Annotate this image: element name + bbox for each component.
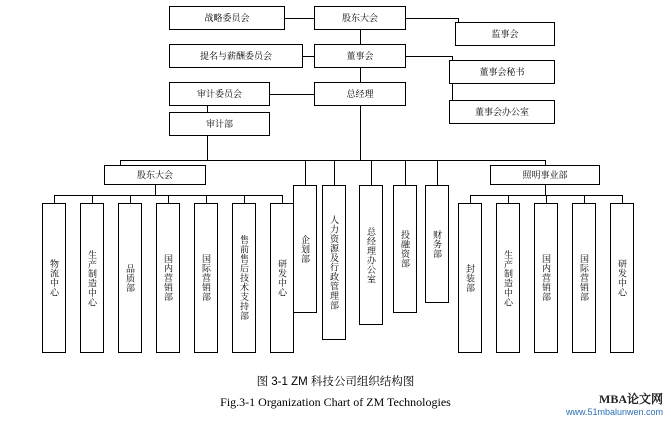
node-general-manager: 总经理 <box>314 82 406 106</box>
leaf-right-2: 生产制造中心 <box>496 203 520 353</box>
node-audit-committee: 审计委员会 <box>169 82 270 106</box>
watermark-url: www.51mbalunwen.com <box>565 407 663 417</box>
node-shareholders-division: 股东大会 <box>104 165 206 185</box>
connector-shareholders-supervisory <box>406 18 458 19</box>
drop-planning-dept <box>305 160 306 185</box>
figure-caption-en: Fig.3-1 Organization Chart of ZM Technologies <box>220 395 451 409</box>
drop-right-4 <box>584 195 585 203</box>
leaf-right-5: 研发中心 <box>610 203 634 353</box>
connector-right-branch-drop <box>545 185 546 195</box>
node-planning-dept: 企划部 <box>293 185 317 313</box>
node-board-of-directors: 董事会 <box>314 44 406 68</box>
node-supervisory-board: 监事会 <box>455 22 555 46</box>
drop-finance-dept <box>437 160 438 185</box>
leaf-left-2: 生产制造中心 <box>80 203 104 353</box>
drop-right-1 <box>470 195 471 203</box>
leaf-left-6: 售前售后技术支持部 <box>232 203 256 353</box>
node-board-secretary: 董事会秘书 <box>449 60 555 84</box>
drop-gm-office <box>371 160 372 185</box>
node-audit-department: 审计部 <box>169 112 270 136</box>
node-hr-admin-dept: 人力资源及行政管理部 <box>322 185 346 340</box>
leaf-left-1: 物流中心 <box>42 203 66 353</box>
connector-board-secretary <box>406 56 452 57</box>
connector-audit-bus-drop <box>207 136 208 160</box>
leaf-left-3: 品质部 <box>118 203 142 353</box>
node-strategy-committee: 战略委员会 <box>169 6 285 30</box>
drop-left-4 <box>168 195 169 203</box>
figure-caption-cn: 图 3-1 ZM 科技公司组织结构图 <box>256 376 415 388</box>
drop-right-2 <box>508 195 509 203</box>
node-nomination-compensation-committee: 提名与薪酬委员会 <box>169 44 303 68</box>
drop-left-6 <box>244 195 245 203</box>
drop-right-3 <box>546 195 547 203</box>
drop-investment-dept <box>405 160 406 185</box>
node-finance-dept: 财务部 <box>425 185 449 303</box>
leaf-right-3: 国内营销部 <box>534 203 558 353</box>
leaf-left-5: 国际营销部 <box>194 203 218 353</box>
node-investment-financing-dept: 投融资部 <box>393 185 417 313</box>
drop-left-3 <box>130 195 131 203</box>
connector-left-branch-drop <box>155 185 156 195</box>
leaf-right-1: 封装部 <box>458 203 482 353</box>
node-lighting-division: 照明事业部 <box>490 165 600 185</box>
leaf-right-4: 国际营销部 <box>572 203 596 353</box>
watermark <box>566 392 663 418</box>
node-board-office: 董事会办公室 <box>449 100 555 124</box>
drop-left-5 <box>206 195 207 203</box>
leaf-left-7: 研发中心 <box>270 203 294 353</box>
node-gm-office: 总经理办公室 <box>359 185 383 325</box>
node-shareholders-meeting: 股东大会 <box>314 6 406 30</box>
drop-left-1 <box>54 195 55 203</box>
mid-level-bus <box>120 160 545 161</box>
drop-left-2 <box>92 195 93 203</box>
watermark-title: MBA论文网 <box>599 392 663 406</box>
leaf-left-4: 国内营销部 <box>156 203 180 353</box>
drop-hr-dept <box>334 160 335 185</box>
drop-left-7 <box>282 195 283 203</box>
drop-right-5 <box>622 195 623 203</box>
connector-gm-bus <box>360 102 361 160</box>
